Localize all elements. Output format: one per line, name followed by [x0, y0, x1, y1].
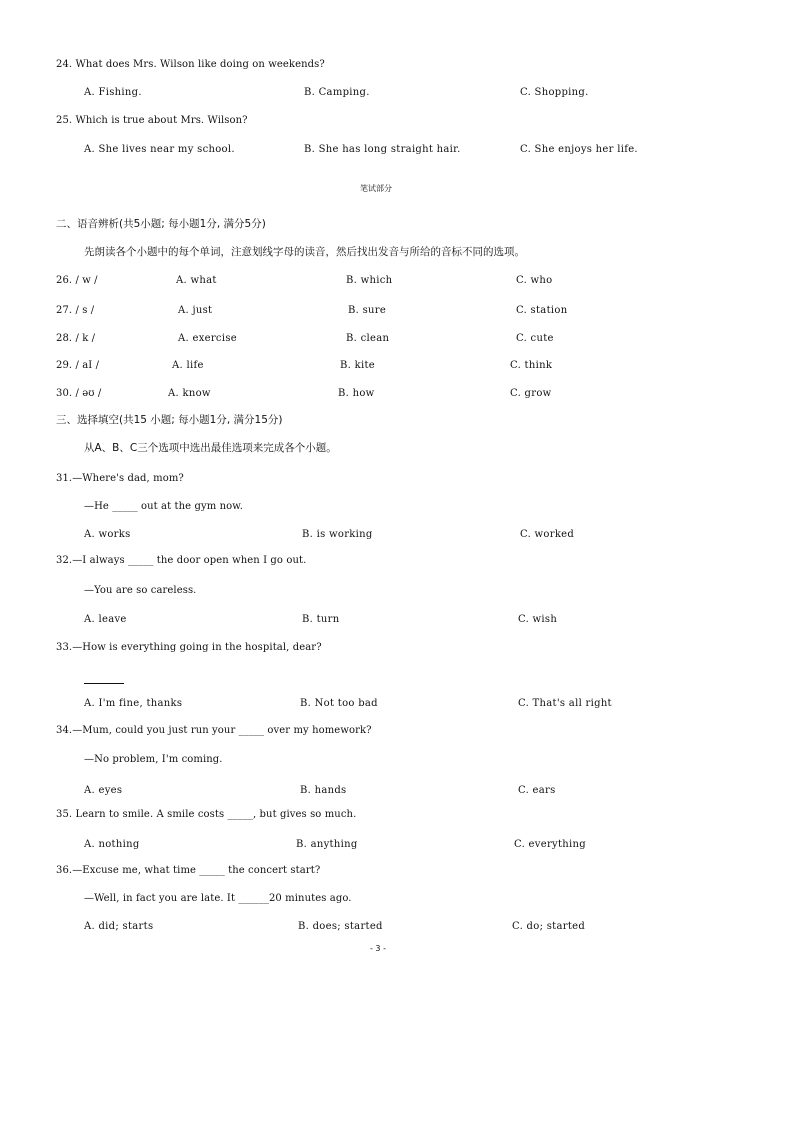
q26-option-c: C. who — [516, 275, 553, 286]
question-35-stem: 35. Learn to smile. A smile costs _____, but gives so much. — [56, 809, 357, 820]
written-part-heading: 笔试部分 — [360, 184, 392, 193]
question-25-stem: 25. Which is true about Mrs. Wilson? — [56, 115, 248, 126]
q36-option-a: A. did; starts — [84, 921, 154, 932]
question-34-reply: —No problem, I'm coming. — [84, 754, 223, 765]
q35-option-b: B. anything — [296, 839, 358, 850]
section-3-instruction: 从A、B、C三个选项中选出最佳选项来完成各个小题。 — [84, 442, 337, 454]
q29-option-c: C. think — [510, 360, 553, 371]
section-2-instruction: 先朗读各个小题中的每个单词，注意划线字母的读音，然后找出发音与所给的音标不同的选项。 — [84, 246, 525, 258]
q29-option-b: B. kite — [340, 360, 376, 371]
q30-phoneme: 30. / əʊ / — [56, 388, 102, 399]
question-36-reply: —Well, in fact you are late. It ______20 minutes ago. — [84, 893, 352, 904]
q33-option-b: B. Not too bad — [300, 698, 378, 709]
q27-option-c: C. station — [516, 305, 568, 316]
q28-phoneme: 28. / k / — [56, 333, 96, 344]
question-33-answer-blank — [84, 676, 124, 689]
q29-option-a: A. life — [172, 360, 204, 371]
q28-option-c: C. cute — [516, 333, 554, 344]
q26-option-a: A. what — [176, 275, 217, 286]
q31-option-b: B. is working — [302, 529, 373, 540]
q30-option-b: B. how — [338, 388, 375, 399]
q31-option-c: C. worked — [520, 529, 575, 540]
q27-phoneme: 27. / s / — [56, 305, 95, 316]
q24-option-b: B. Camping. — [304, 87, 370, 98]
q35-option-c: C. everything — [514, 839, 586, 850]
q33-option-c: C. That's all right — [518, 698, 612, 709]
q32-option-b: B. turn — [302, 614, 340, 625]
q30-option-a: A. know — [168, 388, 211, 399]
q34-option-a: A. eyes — [84, 785, 123, 796]
q33-option-a: A. I'm fine, thanks — [84, 698, 183, 709]
question-36-stem: 36.—Excuse me, what time _____ the concert start? — [56, 865, 321, 876]
q26-phoneme: 26. / w / — [56, 275, 98, 286]
question-31-stem: 31.—Where's dad, mom? — [56, 473, 184, 484]
q30-option-c: C. grow — [510, 388, 552, 399]
page-number: - 3 - — [370, 944, 386, 953]
q25-option-a: A. She lives near my school. — [84, 144, 235, 155]
q32-option-a: A. leave — [84, 614, 127, 625]
question-33-stem: 33.—How is everything going in the hospital, dear? — [56, 642, 322, 653]
q36-option-c: C. do; started — [512, 921, 586, 932]
q24-option-c: C. Shopping. — [520, 87, 589, 98]
q26-option-b: B. which — [346, 275, 393, 286]
q29-phoneme: 29. / aI / — [56, 360, 100, 371]
question-32-reply: —You are so careless. — [84, 585, 197, 596]
q34-option-c: C. ears — [518, 785, 556, 796]
question-31-reply: —He _____ out at the gym now. — [84, 501, 243, 512]
q35-option-a: A. nothing — [84, 839, 140, 850]
q34-option-b: B. hands — [300, 785, 347, 796]
q27-option-b: B. sure — [348, 305, 387, 316]
question-34-stem: 34.—Mum, could you just run your _____ over my homework? — [56, 725, 372, 736]
q28-option-b: B. clean — [346, 333, 390, 344]
section-2-title: 二、语音辨析(共5小题; 每小题1分, 满分5分) — [56, 218, 266, 230]
section-3-title: 三、选择填空(共15 小题; 每小题1分, 满分15分) — [56, 414, 283, 426]
q28-option-a: A. exercise — [178, 333, 237, 344]
q24-option-a: A. Fishing. — [84, 87, 142, 98]
q25-option-b: B. She has long straight hair. — [304, 144, 461, 155]
question-32-stem: 32.—I always _____ the door open when I go out. — [56, 555, 307, 566]
q32-option-c: C. wish — [518, 614, 558, 625]
question-24-stem: 24. What does Mrs. Wilson like doing on weekends? — [56, 59, 325, 70]
q31-option-a: A. works — [84, 529, 131, 540]
q27-option-a: A. just — [178, 305, 213, 316]
q25-option-c: C. She enjoys her life. — [520, 144, 638, 155]
q36-option-b: B. does; started — [298, 921, 383, 932]
